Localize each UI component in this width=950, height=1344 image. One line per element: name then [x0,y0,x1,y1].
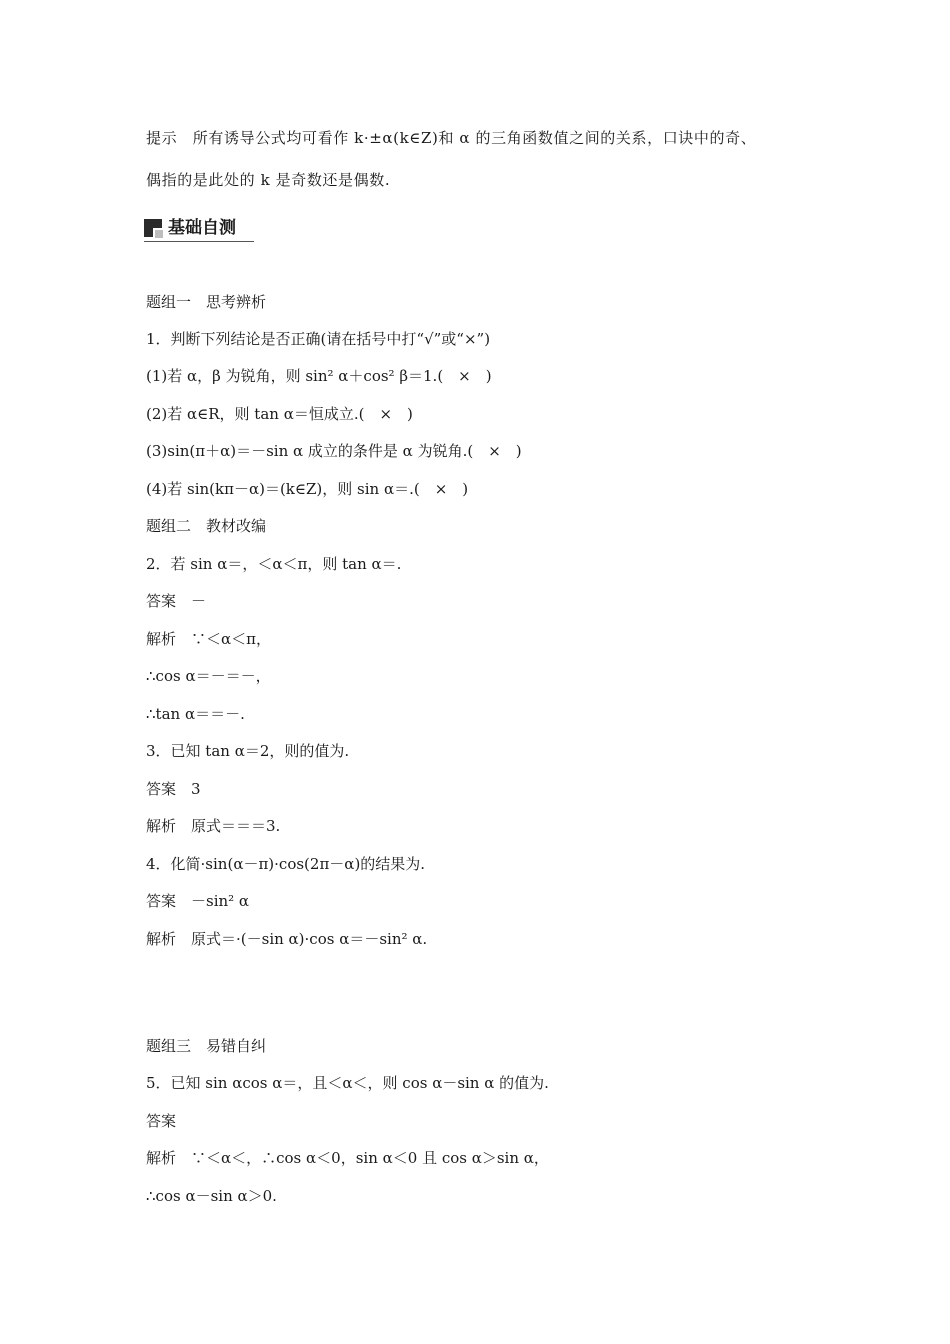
section-square-icon [144,219,162,237]
question-2-answer: 答案 － [146,592,207,610]
group-one-heading: 题组一 思考辨析 [146,293,267,311]
question-2-analysis-3: ∴tan α＝＝－. [146,705,245,723]
question-2-analysis-2: ∴cos α＝－＝－， [146,667,271,685]
question-2-analysis: 解析 ∵＜α＜π， [146,630,271,648]
group-three-heading: 题组三 易错自纠 [146,1037,267,1055]
section-header [144,216,254,242]
hint-line-1: 提示 所有诱导公式均可看作 k·±α(k∈Z)和 α 的三角函数值之间的关系，口诀中的奇、 [146,129,757,147]
question-4-analysis: 解析 原式＝·(－sin α)·cos α＝－sin² α. [146,930,428,948]
question-4-answer: 答案 －sin² α [146,892,250,910]
section-title: 基础自测 [168,218,236,238]
question-3-answer: 答案 3 [146,780,201,798]
question-2: 2．若 sin α＝，＜α＜π，则 tan α＝. [146,555,402,573]
question-5-analysis-2: ∴cos α－sin α＞0. [146,1187,277,1205]
question-4: 4．化简·sin(α－π)·cos(2π－α)的结果为. [146,855,426,873]
question-5-answer: 答案 [146,1112,177,1130]
group-two-heading: 题组二 教材改编 [146,517,267,535]
question-1-item-4: (4)若 sin(kπ－α)＝(k∈Z)，则 sin α＝.( × ) [146,480,469,498]
section-underline [144,241,254,242]
question-5: 5．已知 sin αcos α＝，且＜α＜，则 cos α－sin α 的值为. [146,1074,549,1092]
question-1-item-2: (2)若 α∈R，则 tan α＝恒成立.( × ) [146,405,413,423]
question-3-analysis: 解析 原式＝＝＝3. [146,817,281,835]
question-1-item-1: (1)若 α，β 为锐角，则 sin² α＋cos² β＝1.( × ) [146,367,492,385]
question-3: 3．已知 tan α＝2，则的值为. [146,742,350,760]
question-1-item-3: (3)sin(π＋α)＝－sin α 成立的条件是 α 为锐角.( × ) [146,442,522,460]
question-1: 1．判断下列结论是否正确(请在括号中打“√”或“×”) [146,330,491,348]
hint-line-2: 偶指的是此处的 k 是奇数还是偶数. [146,171,391,189]
question-5-analysis: 解析 ∵＜α＜，∴cos α＜0，sin α＜0 且 cos α＞sin α， [146,1149,549,1167]
